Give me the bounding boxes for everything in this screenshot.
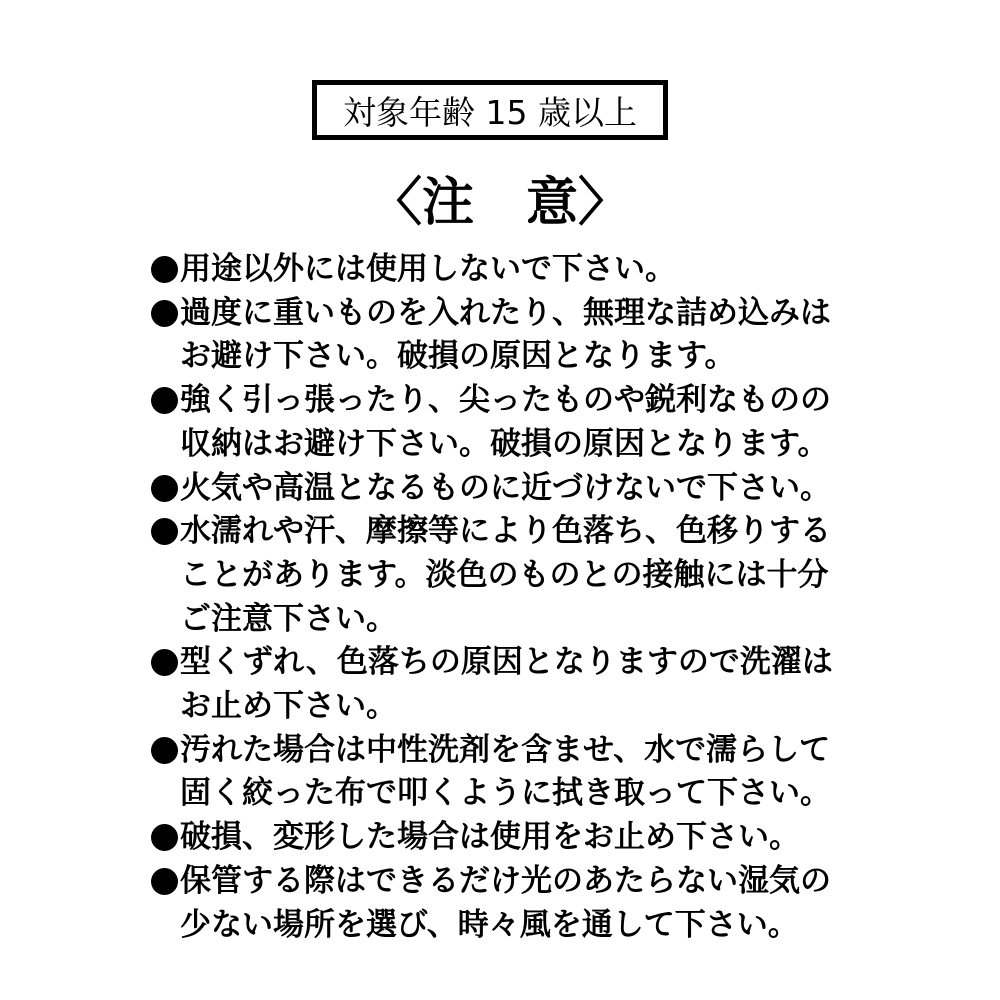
filled-circle-icon — [151, 387, 178, 414]
caution-text-line: ことがあります。淡色のものとの接触には十分 — [180, 556, 829, 593]
filled-circle-icon — [151, 256, 178, 283]
caution-text-line: 強く引っ張ったり、尖ったものや鋭利なものの — [180, 382, 831, 419]
bullet-icon — [148, 729, 180, 764]
bullet-icon — [148, 510, 180, 545]
caution-text — [180, 729, 868, 816]
bullet-icon — [148, 379, 180, 414]
caution-text-line: お避け下さい。破損の原因となります。 — [180, 338, 736, 375]
caution-text-line: 用途以外には使用しないで下さい。 — [180, 251, 676, 287]
caution-text — [180, 860, 868, 947]
caution-text — [180, 510, 868, 641]
filled-circle-icon — [151, 475, 178, 502]
filled-circle-icon — [151, 737, 178, 764]
caution-text-line: 火気や高温となるものに近づけないで下さい。 — [180, 469, 831, 506]
age-rating-box — [312, 80, 668, 140]
bullet-icon — [148, 248, 180, 283]
bullet-icon — [148, 816, 180, 851]
caution-text-line: 過度に重いものを入れたり、無理な詰め込みは — [180, 294, 831, 331]
caution-heading: 〈注 意〉 — [369, 173, 630, 233]
caution-item — [148, 379, 868, 466]
bullet-icon — [148, 641, 180, 676]
bullet-icon — [148, 467, 180, 502]
caution-item — [148, 510, 868, 641]
caution-text-line: 固く絞った布で叩くように拭き取って下さい。 — [180, 775, 831, 812]
caution-item — [148, 641, 868, 728]
filled-circle-icon — [151, 824, 178, 851]
bullet-icon — [148, 860, 180, 895]
caution-text — [180, 379, 868, 466]
caution-text — [180, 816, 868, 860]
caution-text-line: 型くずれ、色落ちの原因となりますので洗濯は — [180, 644, 833, 681]
age-rating-label: 対象年齢 15 歳以上 — [343, 92, 637, 132]
caution-text-line: 収納はお避け下さい。破損の原因となります。 — [180, 425, 829, 462]
caution-text-line: 少ない場所を選び、時々風を通して下さい。 — [180, 906, 799, 943]
caution-text-line: 保管する際はできるだけ光のあたらない湿気の — [180, 862, 831, 899]
filled-circle-icon — [151, 300, 178, 327]
caution-text — [180, 641, 868, 728]
caution-list — [148, 248, 868, 947]
caution-item — [148, 729, 868, 816]
caution-text-line: 汚れた場合は中性洗剤を含ませ、水で濡らして — [180, 731, 831, 768]
caution-text — [180, 467, 868, 511]
caution-item — [148, 816, 868, 860]
caution-text — [180, 248, 868, 292]
caution-item — [148, 467, 868, 511]
caution-item — [148, 248, 868, 292]
caution-item — [148, 860, 868, 947]
caution-text-line: 水濡れや汗、摩擦等により色落ち、色移りする — [180, 513, 831, 550]
caution-item — [148, 292, 868, 379]
caution-text-line: ご注意下さい。 — [180, 600, 397, 637]
caution-text-line: 破損、変形した場合は使用をお止め下さい。 — [180, 819, 800, 856]
caution-text — [180, 292, 868, 379]
filled-circle-icon — [151, 868, 178, 895]
filled-circle-icon — [151, 518, 178, 545]
caution-text-line: お止め下さい。 — [180, 688, 397, 725]
bullet-icon — [148, 292, 180, 327]
filled-circle-icon — [151, 649, 178, 676]
